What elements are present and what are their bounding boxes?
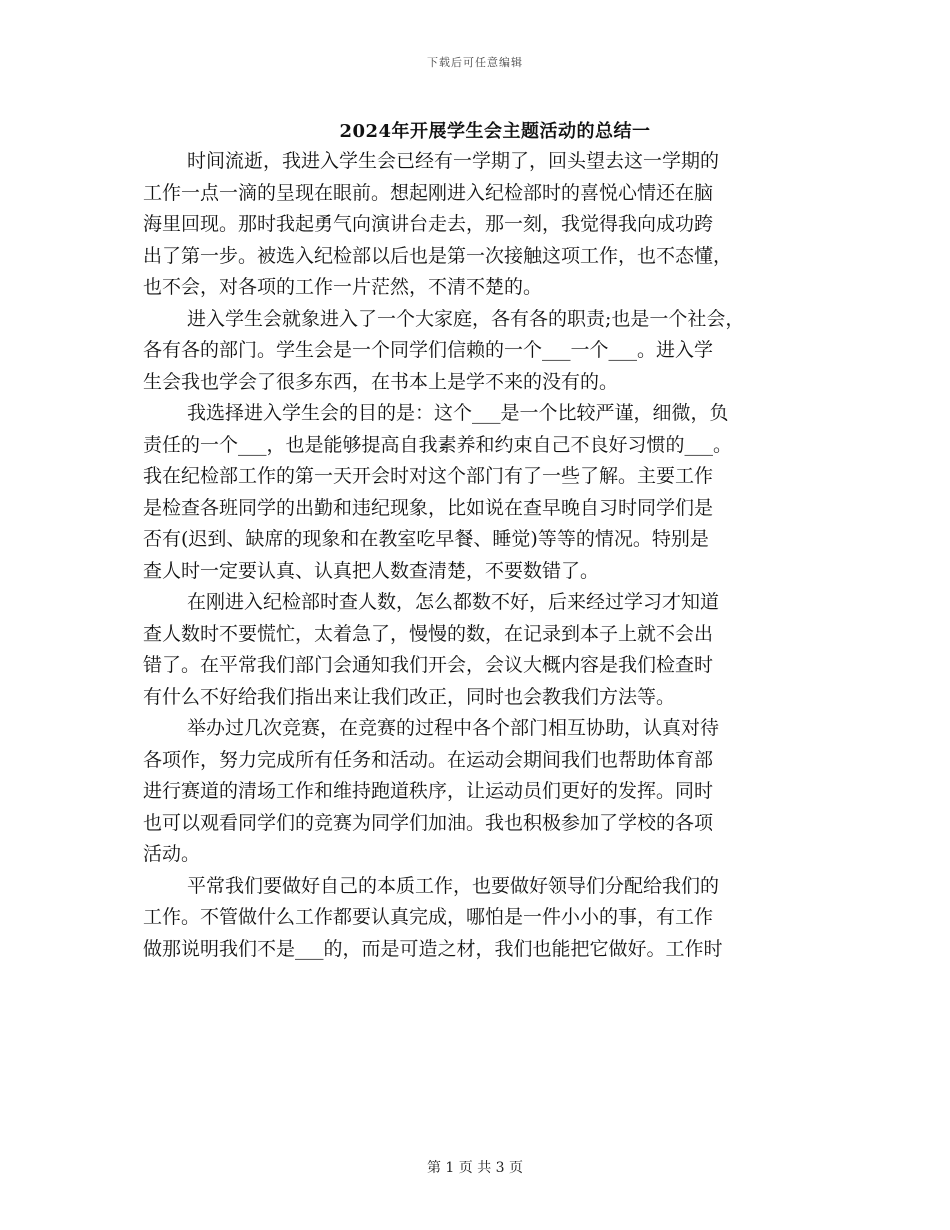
paragraph [143,713,815,871]
text-line: 查人时一定要认真、认真把人数查清楚，不要数错了。 [143,559,600,582]
text-line: 也不会，对各项的工作一片茫然，不清不楚的。 [143,276,543,298]
text-line: 否有(迟到、缺席的现象和在教室吃早餐、睡觉)等等的情况。特别是 [143,528,709,550]
text-line: 工作。不管做什么工作都要认真完成，哪怕是一件小小的事，有工作 [143,906,714,928]
text-line: 海里回现。那时我起勇气向演讲台走去，那一刻，我觉得我向成功跨 [143,213,714,235]
text-line: 时间流逝，我进入学生会已经有一学期了，回头望去这一学期的 [187,150,720,172]
text-line: 也可以观看同学们的竞赛为同学们加油。我也积极参加了学校的各项 [143,811,714,834]
text-line: 活动。 [143,843,201,865]
text-line: 工作一点一滴的呈现在眼前。想起刚进入纪检部时的喜悦心情还在脑 [143,181,714,204]
text-line: 是检查各班同学的出勤和违纪现象，比如说在查早晚自习时同学们是 [143,496,714,519]
text-line: 我选择进入学生会的目的是：这个___是一个比较严谨，细微，负 [187,402,729,424]
text-line: 做那说明我们不是___的，而是可造之材，我们也能把它做好。工作时 [143,937,723,960]
text-line: 查人数时不要慌忙，太着急了，慢慢的数，在记录到本子上就不会出 [143,622,714,645]
text-line: 出了第一步。被选入纪检部以后也是第一次接触这项工作，也不态懂， [143,244,733,267]
text-line: 生会我也学会了很多东西，在书本上是学不来的没有的。 [143,370,619,393]
text-line: 进入学生会就象进入了一个大家庭，各有各的职责;也是一个社会， [187,307,745,330]
text-line: 我在纪检部工作的第一天开会时对这个部门有了一些了解。主要工作 [143,465,714,487]
text-line: 平常我们要做好自己的本质工作，也要做好领导们分配给我们的 [187,874,720,897]
paragraph [143,587,815,713]
text-line: 有什么不好给我们指出来让我们改正，同时也会教我们方法等。 [143,685,676,708]
text-line: 进行赛道的清场工作和维持跑道秩序，让运动员们更好的发挥。同时 [143,780,714,802]
document-body [143,146,815,965]
text-line: 责任的一个___，也是能够提高自我素养和约束自己不良好习惯的___。 [143,433,733,456]
text-line: 在刚进入纪检部时查人数，怎么都数不好，后来经过学习才知道 [187,591,720,613]
paragraph [143,304,815,399]
text-line: 错了。在平常我们部门会通知我们开会，会议大概内容是我们检查时 [143,654,714,676]
text-line: 各项作，努力完成所有任务和活动。在运动会期间我们也帮助体育部 [143,748,714,771]
paragraph [143,398,815,587]
document-title: 2024年开展学生会主题活动的总结一 [339,121,651,142]
text-line: 举办过几次竞赛，在竞赛的过程中各个部门相互协助，认真对待 [187,717,720,739]
paragraph [143,146,815,304]
text-line: 各有各的部门。学生会是一个同学们信赖的一个___一个___。进入学 [143,339,714,361]
paragraph [143,871,815,966]
page-footer: 第 1 页 共 3 页 [426,1160,524,1176]
header-note: 下载后可任意编辑 [427,56,523,69]
